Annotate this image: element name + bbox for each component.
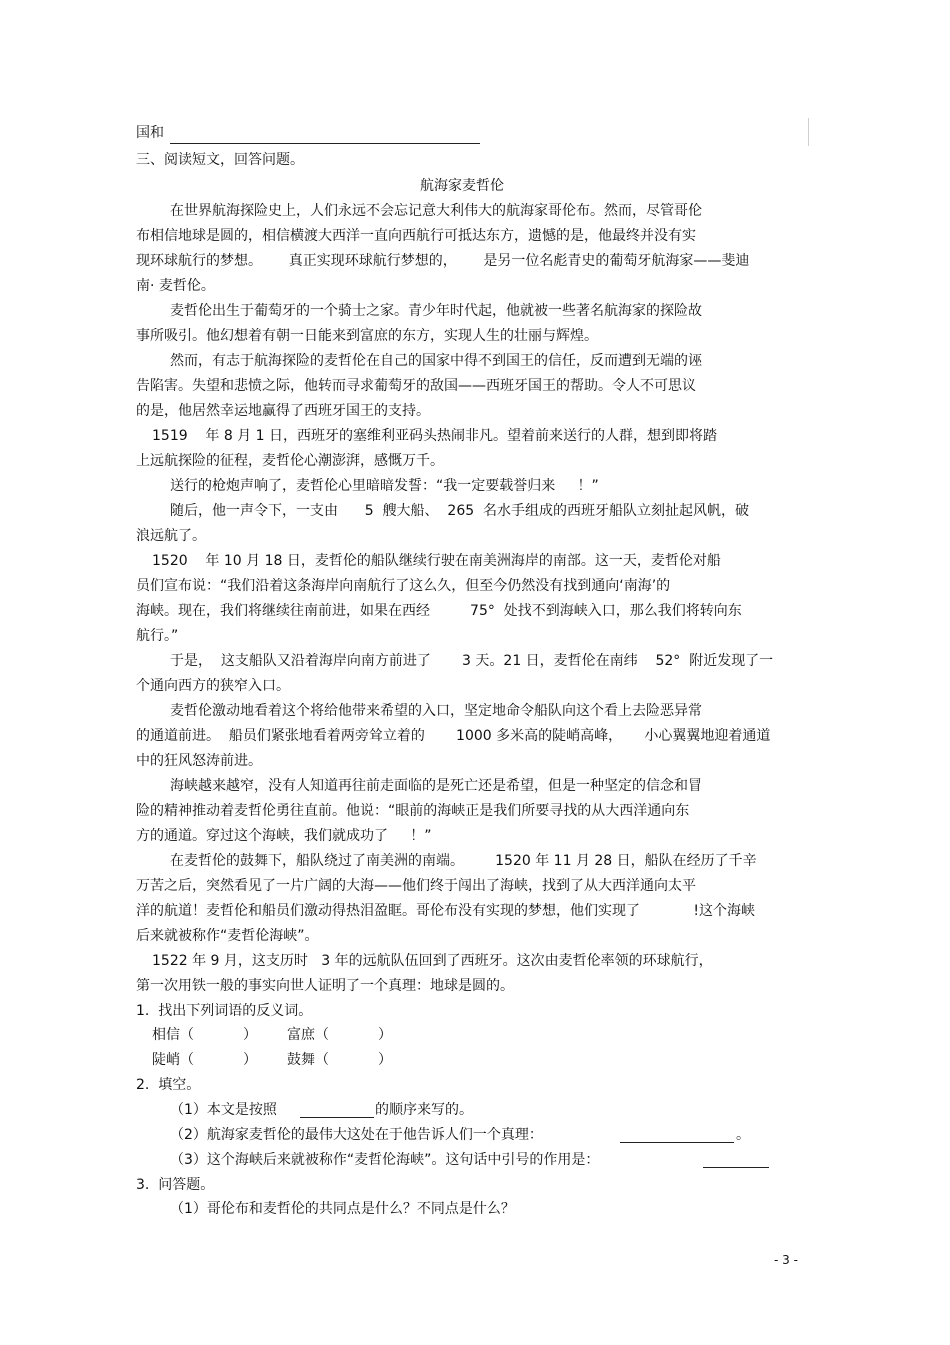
passage-line: 后来就被称作“麦哲伦海峡”。: [136, 928, 319, 944]
passage-line: 1522 年 9 月，这支历时 3 年的远航队伍回到了西班牙。这次由麦哲伦率领的环球航行，: [152, 953, 713, 969]
passage-line: 1520 年 10 月 18 日，麦哲伦的船队继续行驶在南美洲海岸的南部。这一天，麦哲伦对船: [152, 553, 721, 569]
passage-line: 航行。”: [136, 628, 179, 644]
question-3-item-1: （1）哥伦布和麦哲伦的共同点是什么？不同点是什么？: [170, 1201, 515, 1217]
passage-line: 现环球航行的梦想。 真正实现环球航行梦想的， 是另一位名彪青史的葡萄牙航海家——斐迪: [136, 253, 750, 269]
antonym-douqiao: 陡峭（ ）: [152, 1052, 257, 1068]
passage-line: 的通道前进。 船员们紧张地看着两旁耸立着的 1000 多米高的陡峭高峰， 小心翼翼地迎着通道: [136, 728, 771, 744]
top-answer-line: [170, 143, 480, 144]
passage-line: 的是，他居然幸运地赢得了西班牙国王的支持。: [136, 403, 430, 419]
passage-line: 中的狂风怒涛前进。: [136, 753, 262, 769]
fill-item-1-text-end: 的顺序来写的。: [375, 1102, 473, 1118]
antonym-fushu: 富庶（ ）: [287, 1027, 392, 1043]
passage-line: 麦哲伦激动地看着这个将给他带来希望的入口，坚定地命令船队向这个看上去险恶异常: [170, 703, 702, 719]
passage-line: 随后，他一声令下，一支由 5 艘大船、 265 名水手组成的西班牙船队立刻扯起风帆，破: [170, 503, 750, 519]
passage-line: 浪远航了。: [136, 528, 206, 544]
passage-line: 第一次用铁一般的事实向世人证明了一个真理：地球是圆的。: [136, 978, 514, 994]
top-right-border: [808, 118, 809, 146]
section-heading: 三、阅读短文，回答问题。: [136, 152, 304, 168]
passage-line: 个通向西方的狭窄入口。: [136, 678, 290, 694]
passage-line: 员们宣布说：“我们沿着这条海岸向南航行了这么久，但至今仍然没有找到通向‘南海’的: [136, 578, 671, 594]
fill-item-1-blank[interactable]: [300, 1117, 374, 1118]
passage-line: 海峡。现在，我们将继续往南前进，如果在西经 75° 处找不到海峡入口，那么我们将转向东: [136, 603, 742, 619]
question-3-title: 3. 问答题。: [136, 1177, 215, 1193]
passage-line: 事所吸引。他幻想着有朝一日能来到富庶的东方，实现人生的壮丽与辉煌。: [136, 328, 598, 344]
antonym-xiangxin: 相信（ ）: [152, 1027, 257, 1043]
passage-line: 上远航探险的征程，麦哲伦心潮澎湃，感慨万千。: [136, 453, 444, 469]
passage-line: 布相信地球是圆的，相信横渡大西洋一直向西航行可抵达东方，遗憾的是，他最终并没有实: [136, 228, 696, 244]
top-label: 国和: [136, 125, 164, 141]
passage-title: 航海家麦哲伦: [420, 178, 504, 194]
passage-line: 南· 麦哲伦。: [136, 278, 215, 294]
passage-line: 在麦哲伦的鼓舞下，船队绕过了南美洲的南端。 1520 年 11 月 28 日，船队在经历了千辛: [170, 853, 757, 869]
fill-item-2-text: （2）航海家麦哲伦的最伟大这处在于他告诉人们一个真理：: [170, 1127, 543, 1143]
page-number: - 3 -: [774, 1253, 798, 1267]
passage-line: 于是， 这支船队又沿着海岸向南方前进了 3 天。21 日，麦哲伦在南纬 52° 附近发现了一: [170, 653, 774, 669]
fill-item-2-blank[interactable]: [620, 1142, 734, 1143]
passage-line: 告陷害。失望和悲愤之际，他转而寻求葡萄牙的敌国——西班牙国王的帮助。令人不可思议: [136, 378, 696, 394]
passage-line: 万苦之后，突然看见了一片广阔的大海——他们终于闯出了海峡，找到了从大西洋通向太平: [136, 878, 696, 894]
passage-line: 方的通道。穿过这个海峡，我们就成功了 ！”: [136, 828, 432, 844]
antonym-guwu: 鼓舞（ ）: [287, 1052, 392, 1068]
passage-line: 麦哲伦出生于葡萄牙的一个骑士之家。青少年时代起，他就被一些著名航海家的探险故: [170, 303, 702, 319]
fill-item-3-blank[interactable]: [703, 1167, 769, 1168]
fill-item-3-text: （3）这个海峡后来就被称作“麦哲伦海峡”。这句话中引号的作用是：: [170, 1152, 600, 1168]
passage-line: 送行的枪炮声响了，麦哲伦心里暗暗发誓：“我一定要载誉归来 ！”: [170, 478, 599, 494]
fill-item-2-text-end: 。: [736, 1127, 750, 1143]
passage-line: 险的精神推动着麦哲伦勇往直前。他说：“眼前的海峡正是我们所要寻找的从大西洋通向东: [136, 803, 690, 819]
passage-line: 在世界航海探险史上，人们永远不会忘记意大利伟大的航海家哥伦布。然而，尽管哥伦: [170, 203, 702, 219]
passage-line: 1519 年 8 月 1 日，西班牙的塞维利亚码头热闹非凡。望着前来送行的人群，想到即将踏: [152, 428, 718, 444]
passage-line: 然而，有志于航海探险的麦哲伦在自己的国家中得不到国王的信任，反而遭到无端的诬: [170, 353, 702, 369]
fill-item-1-text: （1）本文是按照: [170, 1102, 277, 1118]
question-1-title: 1. 找出下列词语的反义词。: [136, 1003, 313, 1019]
passage-line: 洋的航道！麦哲伦和船员们激动得热泪盈眶。哥伦布没有实现的梦想，他们实现了 !这个海峡: [136, 903, 756, 919]
passage-line: 海峡越来越窄，没有人知道再往前走面临的是死亡还是希望，但是一种坚定的信念和冒: [170, 778, 702, 794]
question-2-title: 2. 填空。: [136, 1077, 201, 1093]
